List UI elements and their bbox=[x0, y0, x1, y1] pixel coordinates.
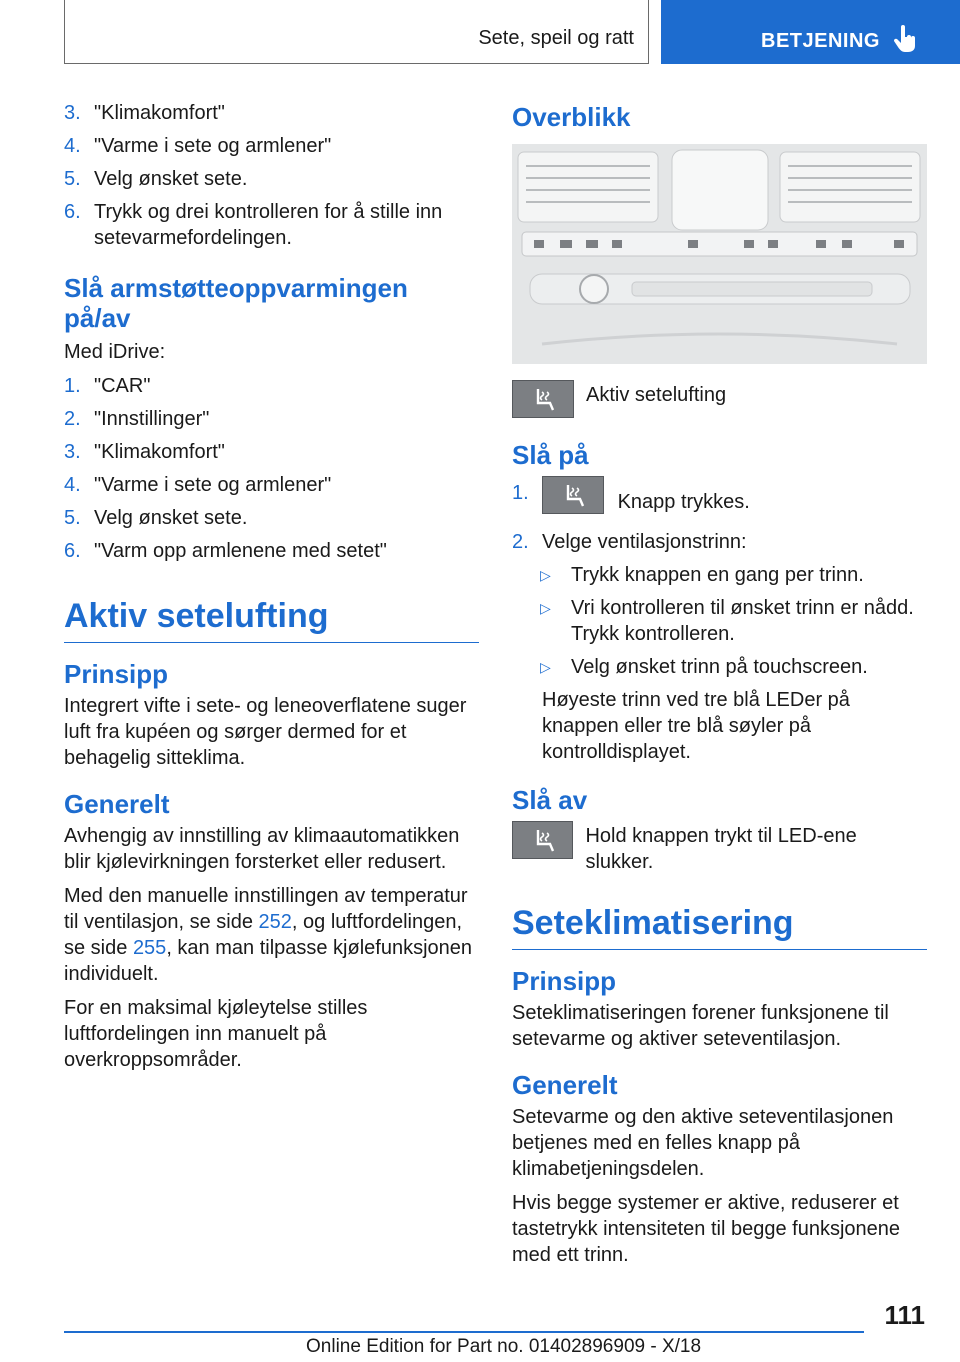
text-run: Med den manuelle innstillingen av temperatur til ventilasjon, se side bbox=[64, 885, 468, 933]
generelt-paragraph-1: Avhengig av innstilling av klimaautomatikken blir kjølevirkningen forsterket eller redusert. bbox=[64, 825, 460, 873]
step-text: "CAR" bbox=[94, 375, 151, 397]
step-text: "Klimakomfort" bbox=[94, 102, 225, 124]
list-item bbox=[64, 406, 479, 432]
steps-list-a bbox=[64, 100, 479, 251]
triangle-bullet-icon: ▷ bbox=[540, 600, 551, 616]
armrest-heating-heading: Slå armstøtteoppvarmingen på/av bbox=[64, 273, 408, 333]
step-number: 6. bbox=[64, 201, 81, 223]
list-item bbox=[540, 562, 927, 588]
text-run: , og luftfordelingen, se side bbox=[64, 911, 463, 959]
list-item bbox=[64, 538, 479, 564]
legend-row bbox=[512, 380, 927, 418]
footer-edition: Online Edition for Part no. 01402896909 - X/18 bbox=[306, 1336, 702, 1357]
seat-ventilation-icon bbox=[512, 380, 574, 418]
step-number: 2. bbox=[64, 408, 81, 430]
left-column bbox=[64, 100, 479, 1081]
step-number: 4. bbox=[64, 474, 81, 496]
page-link-252[interactable]: 252 bbox=[258, 911, 292, 933]
step-text: Velg ønsket sete. bbox=[94, 507, 248, 529]
step-number: 5. bbox=[64, 507, 81, 529]
list-item bbox=[540, 595, 927, 647]
header-chapter-tab[interactable] bbox=[661, 0, 960, 64]
generelt-heading: Generelt bbox=[64, 789, 170, 819]
legend-text: Aktiv setelufting bbox=[586, 384, 727, 406]
climate-panel-illustration bbox=[512, 144, 927, 364]
list-item bbox=[64, 100, 479, 126]
switch-off-heading: Slå av bbox=[512, 785, 588, 815]
header-section-box bbox=[64, 0, 649, 64]
switch-off-row bbox=[512, 821, 927, 875]
step-text: Knapp trykkes. bbox=[617, 491, 750, 513]
climate-panel-image bbox=[512, 144, 927, 364]
generelt-paragraph-1: Setevarme og den aktive seteventilasjonen betjenes med en felles knapp på klimabetjeningsdelen. bbox=[512, 1106, 894, 1180]
step-text: "Innstillinger" bbox=[94, 408, 210, 430]
step-number: 6. bbox=[64, 540, 81, 562]
list-item bbox=[512, 474, 927, 522]
step-number: 5. bbox=[64, 168, 81, 190]
header-chapter-title: BETJENING bbox=[761, 30, 880, 52]
option-text: Velg ønsket trinn på touchscreen. bbox=[571, 656, 868, 678]
prinsipp-text: Seteklimatiseringen forener funksjonene til setevarme og aktiver seteventilasjon. bbox=[512, 1002, 889, 1050]
page-link-255[interactable]: 255 bbox=[132, 937, 167, 959]
list-item bbox=[512, 529, 927, 555]
step-text: "Klimakomfort" bbox=[94, 441, 225, 463]
generelt-paragraph-2 bbox=[64, 883, 479, 987]
step-number: 2. bbox=[512, 531, 529, 553]
triangle-bullet-icon: ▷ bbox=[540, 567, 551, 583]
pointing-hand-icon bbox=[893, 25, 919, 53]
generelt-heading: Generelt bbox=[512, 1070, 618, 1100]
list-item bbox=[64, 505, 479, 531]
section-title-aktiv-setelufting: Aktiv setelufting bbox=[64, 594, 479, 643]
list-item bbox=[64, 373, 479, 399]
option-text: Trykk knappen en gang per trinn. bbox=[571, 564, 864, 586]
text-run: , kan man tilpasse kjølefunksjonen individuelt. bbox=[64, 937, 473, 985]
step-text: "Varm opp armlenene med setet" bbox=[94, 540, 387, 562]
highest-level-note: Høyeste trinn ved tre blå LEDer på knappen eller tre blå søyler på kontrolldisplayet. bbox=[542, 689, 850, 763]
list-item bbox=[540, 654, 927, 680]
list-item bbox=[64, 472, 479, 498]
section-title-seteklimatisering: Seteklimatisering bbox=[512, 901, 927, 950]
list-item bbox=[64, 133, 479, 159]
seat-ventilation-button-icon bbox=[542, 476, 604, 514]
right-column bbox=[512, 100, 927, 1276]
page-number: 111 bbox=[884, 1300, 925, 1330]
prinsipp-text: Integrert vifte i sete- og leneoverflatene suger luft fra kupéen og sørger dermed for et behagelig sitteklima. bbox=[64, 695, 467, 769]
list-item bbox=[64, 166, 479, 192]
list-item bbox=[64, 199, 479, 251]
switch-on-steps bbox=[512, 474, 927, 555]
step-text: "Varme i sete og armlener" bbox=[94, 135, 332, 157]
step-text: Velg ønsket sete. bbox=[94, 168, 248, 190]
seat-ventilation-icon bbox=[512, 821, 573, 859]
step-number: 1. bbox=[512, 482, 529, 504]
step-number: 3. bbox=[64, 441, 81, 463]
step-text: Trykk og drei kontrolleren for å stille inn setevarmefordelingen. bbox=[94, 201, 443, 249]
option-text: Vri kontrolleren til ønsket trinn er nådd. Trykk kontrolleren. bbox=[571, 597, 914, 645]
switch-on-heading: Slå på bbox=[512, 440, 589, 470]
step-number: 1. bbox=[64, 375, 81, 397]
step-text: Velge ventilasjonstrinn: bbox=[542, 531, 747, 553]
step-text: "Varme i sete og armlener" bbox=[94, 474, 332, 496]
switch-off-text: Hold knappen trykt til LED-ene slukker. bbox=[585, 825, 857, 873]
step-number: 4. bbox=[64, 135, 81, 157]
steps-list-b bbox=[64, 373, 479, 564]
prinsipp-heading: Prinsipp bbox=[512, 966, 617, 996]
idrive-label: Med iDrive: bbox=[64, 341, 166, 363]
generelt-paragraph-3: For en maksimal kjøleytelse stilles luftfordelingen inn manuelt på overkroppsområder. bbox=[64, 997, 368, 1071]
list-item bbox=[64, 439, 479, 465]
overblikk-heading: Overblikk bbox=[512, 102, 631, 132]
prinsipp-heading: Prinsipp bbox=[64, 659, 169, 689]
ventilation-level-options bbox=[512, 562, 927, 680]
step-number: 3. bbox=[64, 102, 81, 124]
header-section-title: Sete, speil og ratt bbox=[478, 27, 634, 49]
triangle-bullet-icon: ▷ bbox=[540, 659, 551, 675]
generelt-paragraph-2: Hvis begge systemer er aktive, reduserer et tastetrykk intensiteten til begge funksjonene med ett trinn. bbox=[512, 1192, 901, 1266]
footer-divider bbox=[64, 1331, 864, 1333]
